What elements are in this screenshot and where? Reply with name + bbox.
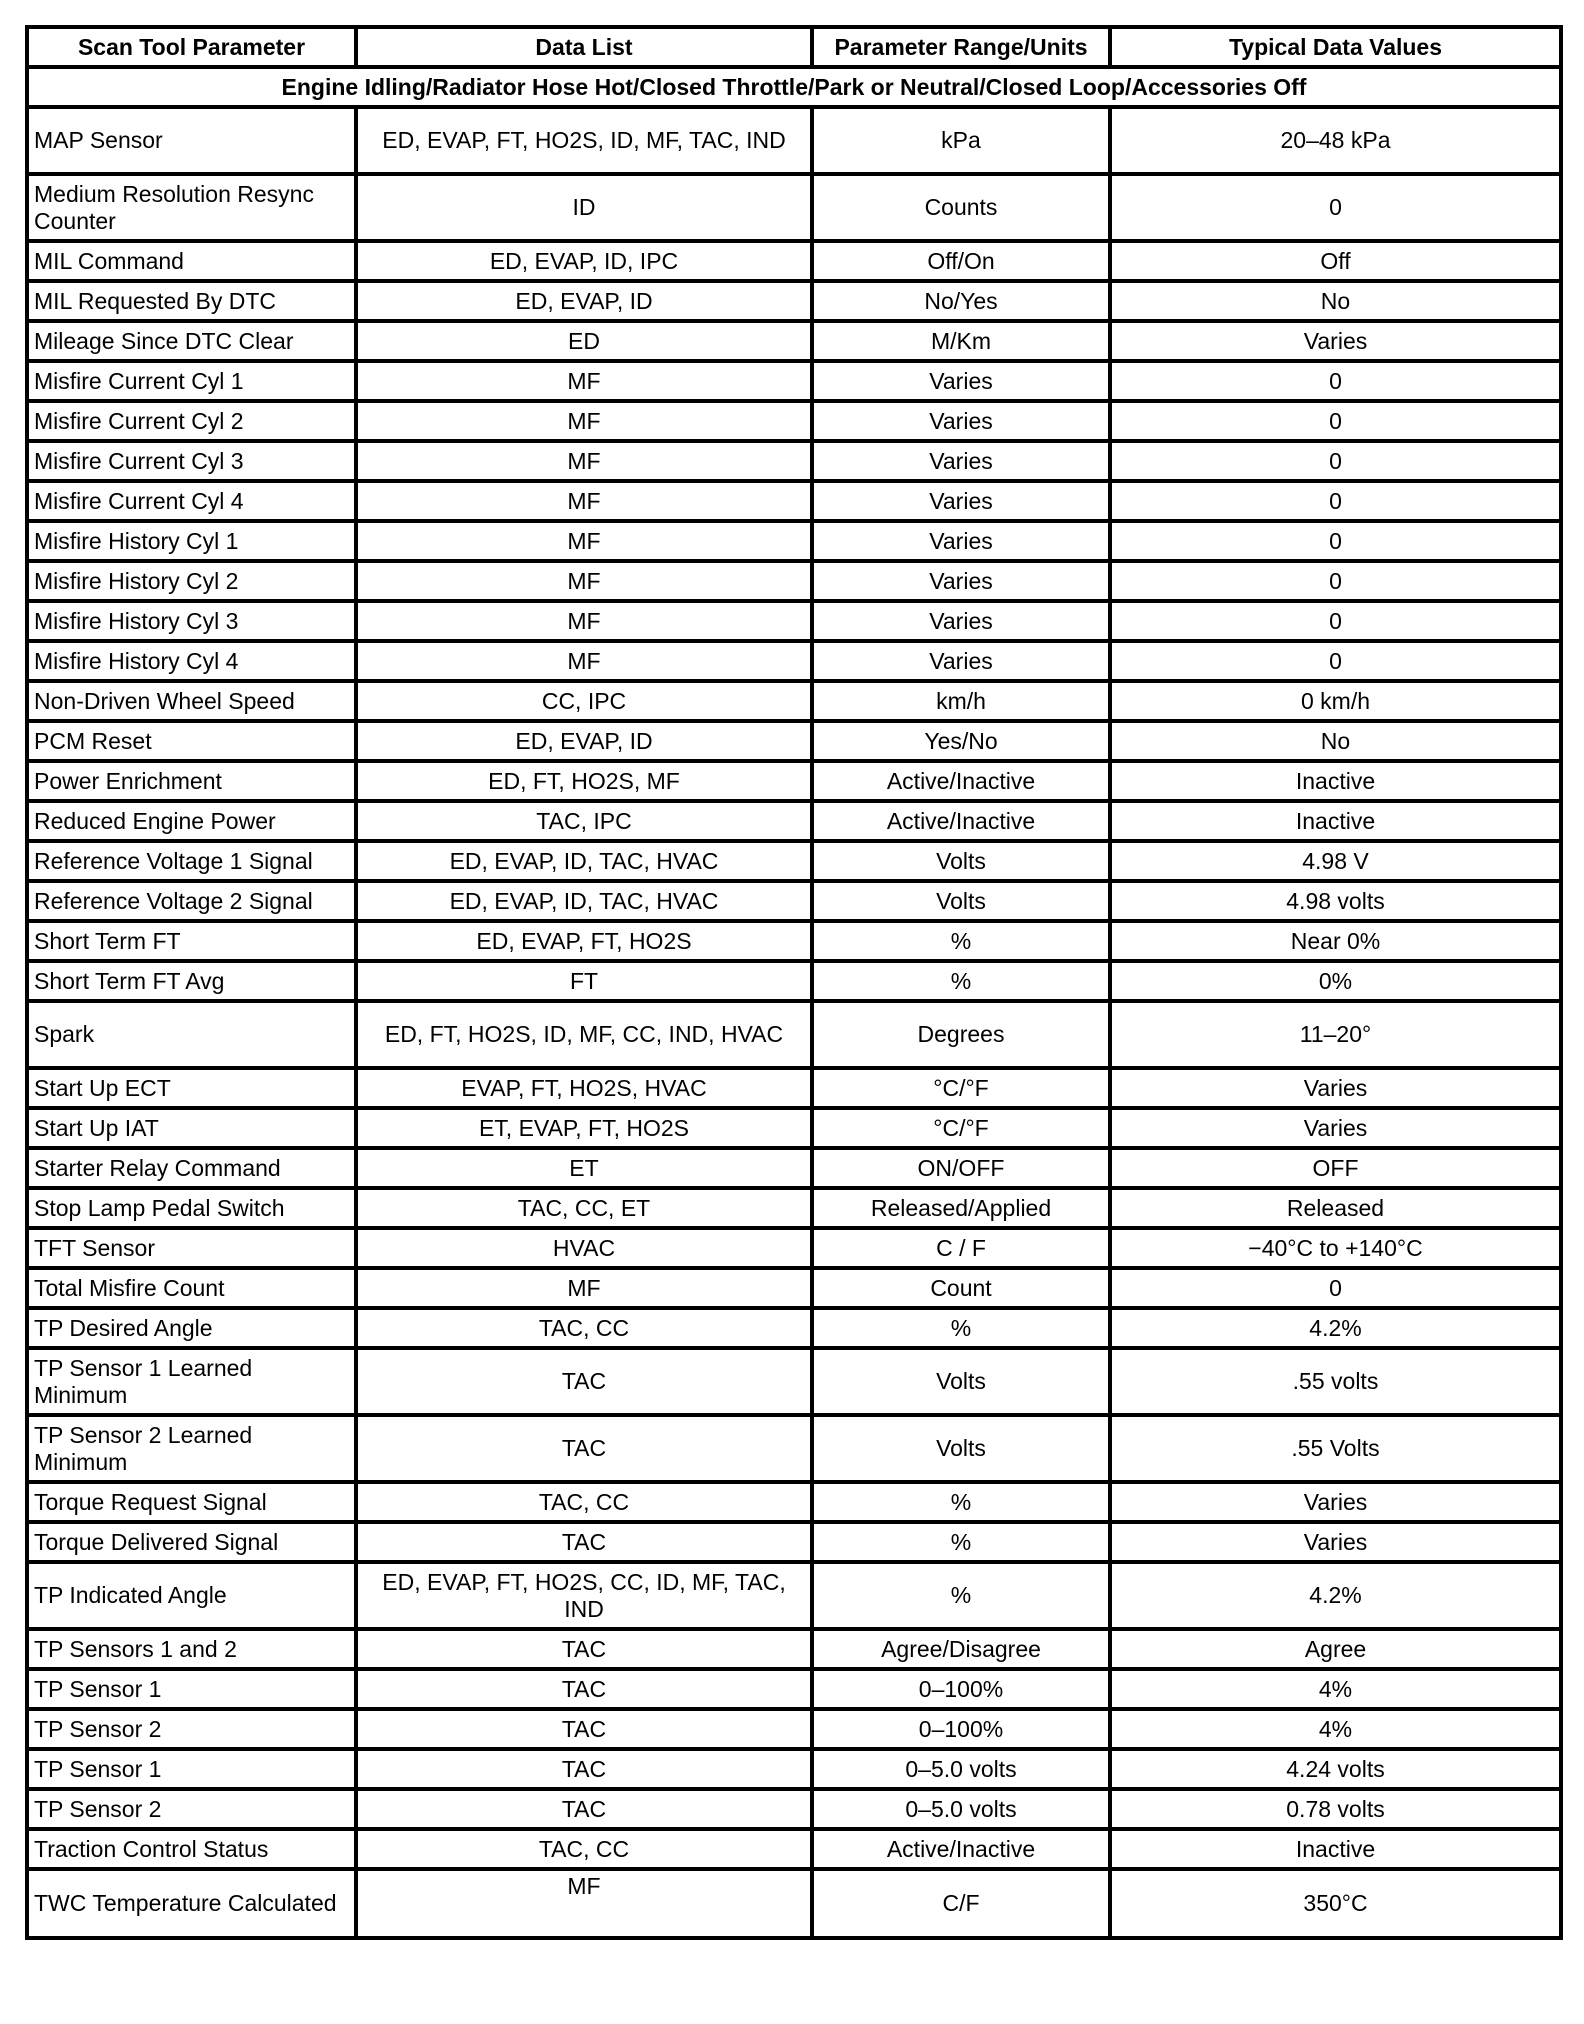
data-list-cell: CC, IPC	[356, 681, 812, 721]
range-units-cell: Active/Inactive	[812, 761, 1110, 801]
range-units-cell: %	[812, 1562, 1110, 1629]
data-list-cell: TAC, CC	[356, 1308, 812, 1348]
typical-value-cell: Varies	[1110, 321, 1561, 361]
parameter-cell: Starter Relay Command	[27, 1148, 356, 1188]
data-list-cell: TAC	[356, 1522, 812, 1562]
range-units-cell: Volts	[812, 881, 1110, 921]
data-list-cell: TAC, IPC	[356, 801, 812, 841]
parameter-cell: MAP Sensor	[27, 107, 356, 174]
parameter-cell: Misfire History Cyl 3	[27, 601, 356, 641]
typical-value-cell: Varies	[1110, 1522, 1561, 1562]
operating-condition: Engine Idling/Radiator Hose Hot/Closed Throttle/Park or Neutral/Closed Loop/Accessories Off	[27, 67, 1561, 107]
data-list-cell: TAC	[356, 1749, 812, 1789]
data-list-cell: ED, FT, HO2S, ID, MF, CC, IND, HVAC	[356, 1001, 812, 1068]
parameter-cell: Power Enrichment	[27, 761, 356, 801]
data-list-cell: TAC, CC, ET	[356, 1188, 812, 1228]
table-row	[27, 961, 1561, 1001]
table-row	[27, 1415, 1561, 1482]
parameter-cell: MIL Requested By DTC	[27, 281, 356, 321]
range-units-cell: %	[812, 1482, 1110, 1522]
data-list-cell: ED	[356, 321, 812, 361]
typical-value-cell: Off	[1110, 241, 1561, 281]
table-row	[27, 801, 1561, 841]
table-row	[27, 681, 1561, 721]
data-list-cell: MF	[356, 441, 812, 481]
range-units-cell: Degrees	[812, 1001, 1110, 1068]
table-row	[27, 401, 1561, 441]
range-units-cell: %	[812, 1522, 1110, 1562]
range-units-cell: Volts	[812, 1348, 1110, 1415]
typical-value-cell: 0	[1110, 441, 1561, 481]
typical-value-cell: Agree	[1110, 1629, 1561, 1669]
data-list-cell: MF	[356, 481, 812, 521]
range-units-cell: Released/Applied	[812, 1188, 1110, 1228]
data-list-cell: TAC	[356, 1709, 812, 1749]
parameter-cell: Mileage Since DTC Clear	[27, 321, 356, 361]
parameter-cell: Start Up IAT	[27, 1108, 356, 1148]
table-row	[27, 881, 1561, 921]
typical-value-cell: 4.98 volts	[1110, 881, 1561, 921]
table-row	[27, 481, 1561, 521]
parameter-cell: TP Sensor 1	[27, 1669, 356, 1709]
data-list-cell: ED, EVAP, ID	[356, 721, 812, 761]
table-row	[27, 1562, 1561, 1629]
header-parameter-range-units: Parameter Range/Units	[812, 27, 1110, 67]
range-units-cell: 0–5.0 volts	[812, 1749, 1110, 1789]
parameter-cell: TP Sensor 1	[27, 1749, 356, 1789]
parameter-cell: PCM Reset	[27, 721, 356, 761]
typical-value-cell: .55 volts	[1110, 1348, 1561, 1415]
data-list-cell: TAC	[356, 1629, 812, 1669]
parameter-cell: Reference Voltage 2 Signal	[27, 881, 356, 921]
range-units-cell: Volts	[812, 841, 1110, 881]
scan-tool-data-table	[25, 25, 1563, 1940]
range-units-cell: km/h	[812, 681, 1110, 721]
data-list-cell: HVAC	[356, 1228, 812, 1268]
typical-value-cell: 4.98 V	[1110, 841, 1561, 881]
range-units-cell: Varies	[812, 441, 1110, 481]
header-row	[27, 27, 1561, 67]
range-units-cell: %	[812, 921, 1110, 961]
range-units-cell: kPa	[812, 107, 1110, 174]
range-units-cell: Varies	[812, 561, 1110, 601]
data-list-cell: ED, EVAP, ID, TAC, HVAC	[356, 881, 812, 921]
range-units-cell: °C/°F	[812, 1068, 1110, 1108]
parameter-cell: Short Term FT	[27, 921, 356, 961]
table-row	[27, 361, 1561, 401]
typical-value-cell: 0	[1110, 521, 1561, 561]
typical-value-cell: No	[1110, 721, 1561, 761]
data-list-cell: ED, EVAP, ID, IPC	[356, 241, 812, 281]
data-list-cell: TAC, CC	[356, 1482, 812, 1522]
parameter-cell: TP Sensor 2 Learned Minimum	[27, 1415, 356, 1482]
data-list-cell: MF	[356, 1869, 812, 1938]
table-row	[27, 1522, 1561, 1562]
data-list-cell: ET, EVAP, FT, HO2S	[356, 1108, 812, 1148]
range-units-cell: Count	[812, 1268, 1110, 1308]
typical-value-cell: Inactive	[1110, 1829, 1561, 1869]
table-row	[27, 1629, 1561, 1669]
typical-value-cell: 0	[1110, 174, 1561, 241]
parameter-cell: Total Misfire Count	[27, 1268, 356, 1308]
typical-value-cell: −40°C to +140°C	[1110, 1228, 1561, 1268]
typical-value-cell: Varies	[1110, 1482, 1561, 1522]
parameter-cell: Torque Request Signal	[27, 1482, 356, 1522]
condition-row	[27, 67, 1561, 107]
typical-value-cell: 0 km/h	[1110, 681, 1561, 721]
data-list-cell: TAC	[356, 1669, 812, 1709]
typical-value-cell: .55 Volts	[1110, 1415, 1561, 1482]
typical-value-cell: 0	[1110, 481, 1561, 521]
parameter-cell: TP Desired Angle	[27, 1308, 356, 1348]
data-list-cell: ED, EVAP, FT, HO2S, CC, ID, MF, TAC, IND	[356, 1562, 812, 1629]
table-row	[27, 241, 1561, 281]
range-units-cell: Varies	[812, 401, 1110, 441]
table-row	[27, 841, 1561, 881]
range-units-cell: C / F	[812, 1228, 1110, 1268]
typical-value-cell: Varies	[1110, 1108, 1561, 1148]
parameter-cell: TP Indicated Angle	[27, 1562, 356, 1629]
table-row	[27, 1348, 1561, 1415]
parameter-cell: Short Term FT Avg	[27, 961, 356, 1001]
table-row	[27, 107, 1561, 174]
table-row	[27, 1869, 1561, 1938]
range-units-cell: °C/°F	[812, 1108, 1110, 1148]
table-row	[27, 1228, 1561, 1268]
range-units-cell: Off/On	[812, 241, 1110, 281]
data-list-cell: ED, EVAP, FT, HO2S	[356, 921, 812, 961]
typical-value-cell: 4%	[1110, 1709, 1561, 1749]
typical-value-cell: 20–48 kPa	[1110, 107, 1561, 174]
data-list-cell: TAC	[356, 1348, 812, 1415]
typical-value-cell: 0	[1110, 601, 1561, 641]
range-units-cell: 0–100%	[812, 1709, 1110, 1749]
range-units-cell: C/F	[812, 1869, 1110, 1938]
typical-value-cell: 4%	[1110, 1669, 1561, 1709]
typical-value-cell: 4.2%	[1110, 1308, 1561, 1348]
range-units-cell: ON/OFF	[812, 1148, 1110, 1188]
typical-value-cell: 0	[1110, 361, 1561, 401]
range-units-cell: Varies	[812, 361, 1110, 401]
data-list-cell: TAC, CC	[356, 1829, 812, 1869]
data-list-cell: TAC	[356, 1789, 812, 1829]
range-units-cell: No/Yes	[812, 281, 1110, 321]
data-list-cell: MF	[356, 361, 812, 401]
range-units-cell: Agree/Disagree	[812, 1629, 1110, 1669]
parameter-cell: Misfire Current Cyl 1	[27, 361, 356, 401]
parameter-cell: TP Sensor 2	[27, 1709, 356, 1749]
range-units-cell: %	[812, 961, 1110, 1001]
data-list-cell: MF	[356, 641, 812, 681]
typical-value-cell: 0%	[1110, 961, 1561, 1001]
parameter-cell: Spark	[27, 1001, 356, 1068]
parameter-cell: TP Sensors 1 and 2	[27, 1629, 356, 1669]
table-row	[27, 321, 1561, 361]
typical-value-cell: 350°C	[1110, 1869, 1561, 1938]
typical-value-cell: 0	[1110, 401, 1561, 441]
table-row	[27, 561, 1561, 601]
data-list-cell: ED, FT, HO2S, MF	[356, 761, 812, 801]
parameter-cell: TP Sensor 1 Learned Minimum	[27, 1348, 356, 1415]
parameter-cell: Misfire History Cyl 1	[27, 521, 356, 561]
range-units-cell: Varies	[812, 641, 1110, 681]
data-list-cell: MF	[356, 1268, 812, 1308]
parameter-cell: Traction Control Status	[27, 1829, 356, 1869]
typical-value-cell: 0	[1110, 1268, 1561, 1308]
typical-value-cell: No	[1110, 281, 1561, 321]
typical-value-cell: 11–20°	[1110, 1001, 1561, 1068]
range-units-cell: 0–100%	[812, 1669, 1110, 1709]
parameter-cell: Misfire History Cyl 2	[27, 561, 356, 601]
range-units-cell: %	[812, 1308, 1110, 1348]
range-units-cell: Varies	[812, 481, 1110, 521]
range-units-cell: Volts	[812, 1415, 1110, 1482]
header-data-list: Data List	[356, 27, 812, 67]
data-list-cell: ID	[356, 174, 812, 241]
typical-value-cell: 4.24 volts	[1110, 1749, 1561, 1789]
range-units-cell: Counts	[812, 174, 1110, 241]
table-row	[27, 1308, 1561, 1348]
table-row	[27, 921, 1561, 961]
table-row	[27, 521, 1561, 561]
data-list-cell: ET	[356, 1148, 812, 1188]
parameter-cell: Misfire Current Cyl 2	[27, 401, 356, 441]
data-list-cell: MF	[356, 561, 812, 601]
range-units-cell: Yes/No	[812, 721, 1110, 761]
parameter-cell: Misfire Current Cyl 4	[27, 481, 356, 521]
table-row	[27, 281, 1561, 321]
data-list-cell: ED, EVAP, FT, HO2S, ID, MF, TAC, IND	[356, 107, 812, 174]
parameter-cell: Stop Lamp Pedal Switch	[27, 1188, 356, 1228]
data-list-cell: ED, EVAP, ID, TAC, HVAC	[356, 841, 812, 881]
parameter-cell: MIL Command	[27, 241, 356, 281]
typical-value-cell: OFF	[1110, 1148, 1561, 1188]
typical-value-cell: 0	[1110, 641, 1561, 681]
table-row	[27, 1188, 1561, 1228]
table-row	[27, 1482, 1561, 1522]
table-row	[27, 1068, 1561, 1108]
typical-value-cell: 0	[1110, 561, 1561, 601]
parameter-cell: Torque Delivered Signal	[27, 1522, 356, 1562]
data-list-cell: TAC	[356, 1415, 812, 1482]
parameter-cell: TP Sensor 2	[27, 1789, 356, 1829]
table-row	[27, 1709, 1561, 1749]
typical-value-cell: Near 0%	[1110, 921, 1561, 961]
table-row	[27, 1749, 1561, 1789]
table-row	[27, 1268, 1561, 1308]
parameter-cell: Non-Driven Wheel Speed	[27, 681, 356, 721]
table-row	[27, 174, 1561, 241]
parameter-cell: TFT Sensor	[27, 1228, 356, 1268]
table-row	[27, 1789, 1561, 1829]
typical-value-cell: 4.2%	[1110, 1562, 1561, 1629]
data-list-cell: ED, EVAP, ID	[356, 281, 812, 321]
range-units-cell: M/Km	[812, 321, 1110, 361]
range-units-cell: Active/Inactive	[812, 801, 1110, 841]
typical-value-cell: Released	[1110, 1188, 1561, 1228]
parameter-cell: Start Up ECT	[27, 1068, 356, 1108]
table-row	[27, 1148, 1561, 1188]
data-list-cell: MF	[356, 601, 812, 641]
parameter-cell: Reduced Engine Power	[27, 801, 356, 841]
header-scan-tool-parameter: Scan Tool Parameter	[27, 27, 356, 67]
typical-value-cell: Inactive	[1110, 801, 1561, 841]
parameter-cell: TWC Temperature Calculated	[27, 1869, 356, 1938]
table-row	[27, 1001, 1561, 1068]
table-row	[27, 1669, 1561, 1709]
range-units-cell: Varies	[812, 521, 1110, 561]
table-row	[27, 641, 1561, 681]
range-units-cell: 0–5.0 volts	[812, 1789, 1110, 1829]
range-units-cell: Active/Inactive	[812, 1829, 1110, 1869]
table-row	[27, 601, 1561, 641]
typical-value-cell: 0.78 volts	[1110, 1789, 1561, 1829]
table-row	[27, 761, 1561, 801]
parameter-cell: Misfire History Cyl 4	[27, 641, 356, 681]
data-list-cell: EVAP, FT, HO2S, HVAC	[356, 1068, 812, 1108]
table-row	[27, 441, 1561, 481]
table-row	[27, 721, 1561, 761]
data-list-cell: FT	[356, 961, 812, 1001]
data-list-cell: MF	[356, 401, 812, 441]
data-list-cell: MF	[356, 521, 812, 561]
range-units-cell: Varies	[812, 601, 1110, 641]
parameter-cell: Medium Resolution Resync Counter	[27, 174, 356, 241]
typical-value-cell: Inactive	[1110, 761, 1561, 801]
header-typical-data-values: Typical Data Values	[1110, 27, 1561, 67]
typical-value-cell: Varies	[1110, 1068, 1561, 1108]
table-row	[27, 1108, 1561, 1148]
parameter-cell: Misfire Current Cyl 3	[27, 441, 356, 481]
table-row	[27, 1829, 1561, 1869]
parameter-cell: Reference Voltage 1 Signal	[27, 841, 356, 881]
